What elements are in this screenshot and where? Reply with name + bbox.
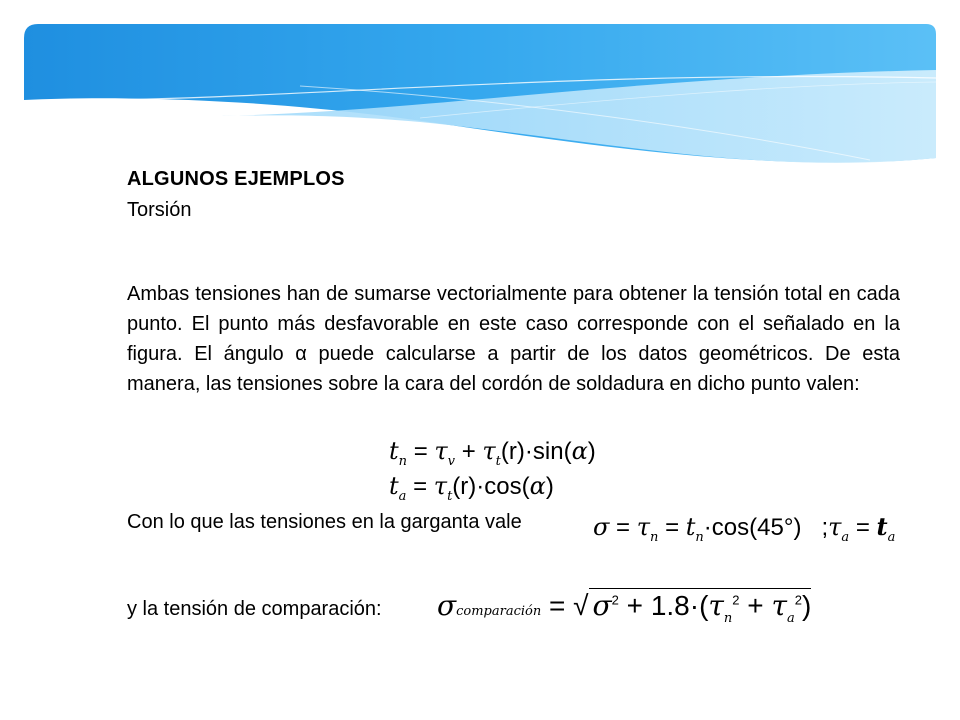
text-comparacion: y la tensión de comparación:: [127, 598, 382, 620]
text-garganta: Con lo que las tensiones en la garganta vale: [127, 511, 522, 533]
equation-ta: $t_a = \tau_t(r)\cdot\cos(\alpha)$: [389, 472, 554, 504]
slide-heading: ALGUNOS EJEMPLOS: [127, 168, 345, 190]
slide-subheading: Torsión: [127, 199, 192, 221]
header-banner: [0, 0, 960, 170]
equation-sigma: $\sigma = \tau_n = t_n\cdot\cos(45^\circ)$ $;\tau_a = t_a$: [593, 512, 896, 545]
equation-tn: $t_n = \tau_v + \tau_t(r)\cdot\sin(\alpha)$: [389, 437, 596, 469]
body-paragraph: Ambas tensiones han de sumarse vectorialmente para obtener la tensión total en cada punto. El punto más desfavorable en este caso corresponde con el señalado en la figura. El ángulo α puede calcularse a partir de los datos geométricos. De esta manera, las tensiones sobre la cara del cordón de soldadura en dicho punto valen:: [127, 283, 900, 395]
sqrt-symbol: √ $\sigma^2 + 1.8\cdot(\tau_n^2 + \tau_a^2)$: [573, 589, 812, 626]
equation-comparacion: σcomparación = √ $\sigma^2 + 1.8\cdot(\tau_n^2 + \tau_a^2)$: [437, 589, 812, 626]
